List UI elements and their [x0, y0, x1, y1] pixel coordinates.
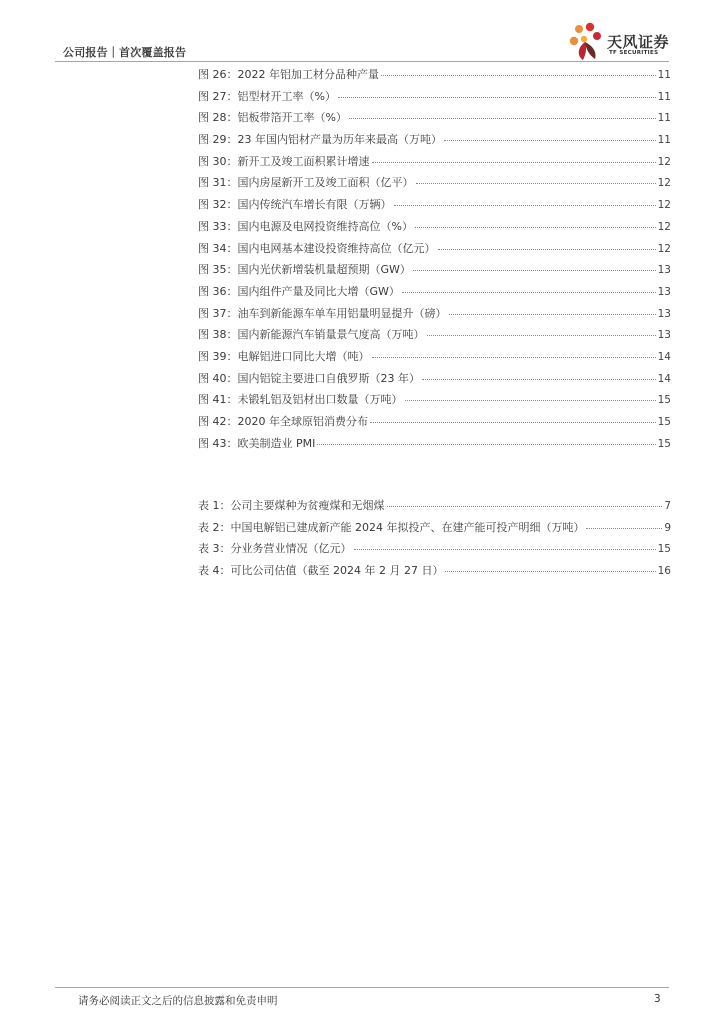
- toc-leader-dots: [394, 205, 656, 206]
- toc-entry-page: 13: [657, 264, 671, 277]
- toc-entry[interactable]: [198, 283, 671, 305]
- toc-leader-dots: [349, 118, 656, 119]
- toc-entry[interactable]: [198, 261, 671, 283]
- toc-entry-label: 表 3：分业务营业情况（亿元）: [198, 542, 352, 556]
- toc-entry-label: 图 28：铝板带箔开工率（%）: [198, 111, 347, 125]
- toc-leader-dots: [445, 571, 655, 572]
- toc-leader-dots: [586, 528, 662, 529]
- toc-entry-page: 12: [657, 220, 671, 233]
- toc-leader-dots: [387, 506, 663, 507]
- toc-entry[interactable]: [198, 519, 671, 541]
- toc-entry-label: 图 37：油车到新能源车单车用铝量明显提升（磅）: [198, 306, 447, 320]
- toc-leader-dots: [416, 183, 656, 184]
- toc-entry-label: 图 42：2020 年全球原铝消费分布: [198, 415, 368, 428]
- toc-entry[interactable]: [198, 153, 671, 175]
- toc-leader-dots: [413, 270, 656, 271]
- table-list: [198, 497, 671, 584]
- toc-entry[interactable]: [198, 240, 671, 262]
- toc-entry-page: 13: [657, 307, 671, 320]
- footer-divider: [55, 987, 669, 988]
- toc-entry-page: 15: [657, 416, 671, 428]
- toc-leader-dots: [372, 357, 656, 358]
- toc-entry[interactable]: [198, 66, 671, 88]
- page-number: 3: [654, 993, 661, 1005]
- toc-entry[interactable]: [198, 109, 671, 131]
- toc-entry-page: 15: [657, 437, 671, 450]
- toc-entry[interactable]: [198, 174, 671, 196]
- toc-entry[interactable]: [198, 305, 671, 327]
- toc-entry-page: 12: [657, 242, 671, 255]
- toc-leader-dots: [354, 549, 656, 550]
- toc-entry-page: 15: [657, 543, 671, 556]
- logo-english-name: TF SECURITIES: [609, 50, 659, 56]
- toc-entry-page: 9: [664, 521, 671, 534]
- toc-entry-page: 7: [664, 500, 671, 512]
- toc-entry-page: 12: [657, 199, 671, 212]
- toc-leader-dots: [338, 97, 656, 98]
- report-type-title: 公司报告｜首次覆盖报告: [63, 46, 187, 59]
- tf-securities-logo-icon: [569, 22, 605, 62]
- toc-entry[interactable]: [198, 562, 671, 584]
- toc-entry-page: 11: [657, 134, 671, 147]
- toc-entry[interactable]: [198, 413, 671, 435]
- toc-leader-dots: [415, 227, 656, 228]
- toc-entry[interactable]: [198, 131, 671, 153]
- toc-leader-dots: [444, 140, 656, 141]
- toc-entry[interactable]: [198, 218, 671, 240]
- toc-leader-dots: [405, 400, 656, 401]
- toc-entry-label: 图 32：国内传统汽车增长有限（万辆）: [198, 198, 392, 212]
- company-logo: [569, 22, 679, 62]
- toc-entry-page: 13: [657, 329, 671, 342]
- header-divider: [55, 61, 669, 62]
- toc-entry-page: 14: [657, 350, 671, 363]
- toc-entry-label: 图 33：国内电源及电网投资维持高位（%）: [198, 219, 413, 233]
- toc-entry-label: 图 43：欧美制造业 PMI: [198, 436, 316, 450]
- toc-entry-label: 图 35：国内光伏新增装机量超预期（GW）: [198, 263, 411, 277]
- toc-entry-label: 图 36：国内组件产量及同比大增（GW）: [198, 284, 400, 298]
- toc-entry[interactable]: [198, 391, 671, 413]
- toc-entry-label: 图 41：未锻轧铝及铝材出口数量（万吨）: [198, 393, 403, 407]
- toc-leader-dots: [438, 249, 656, 250]
- toc-leader-dots: [427, 335, 656, 336]
- toc-entry[interactable]: [198, 540, 671, 562]
- figure-list: [198, 66, 671, 456]
- toc-entry[interactable]: [198, 435, 671, 457]
- toc-entry-label: 图 30：新开工及竣工面积累计增速: [198, 154, 370, 168]
- toc-entry-label: 图 38：国内新能源汽车销量景气度高（万吨）: [198, 328, 425, 342]
- toc-entry-page: 16: [657, 565, 671, 578]
- toc-leader-dots: [370, 422, 656, 423]
- toc-entry-page: 11: [657, 69, 671, 81]
- toc-entry-page: 11: [657, 112, 671, 125]
- toc-entry-page: 15: [657, 394, 671, 407]
- toc-entry-page: 12: [657, 155, 671, 168]
- toc-entry[interactable]: [198, 88, 671, 110]
- toc-entry-page: 11: [657, 90, 671, 103]
- toc-entry[interactable]: [198, 497, 671, 519]
- toc-entry-label: 图 39：电解铝进口同比大增（吨）: [198, 349, 370, 363]
- toc-entry-label: 图 31：国内房屋新开工及竣工面积（亿平）: [198, 176, 414, 190]
- toc-entry-page: 12: [657, 177, 671, 190]
- toc-leader-dots: [402, 292, 656, 293]
- toc-entry[interactable]: [198, 196, 671, 218]
- toc-entry-label: 图 34：国内电网基本建设投资维持高位（亿元）: [198, 241, 436, 255]
- toc-entry-label: 表 2：中国电解铝已建成新产能 2024 年拟投产、在建产能可投产明细（万吨）: [198, 520, 585, 534]
- toc-entry-label: 图 27：铝型材开工率（%）: [198, 89, 336, 103]
- toc-entry-label: 表 4：可比公司估值（截至 2024 年 2 月 27 日）: [198, 564, 444, 578]
- toc-entry-page: 14: [657, 372, 671, 385]
- toc-entry[interactable]: [198, 370, 671, 392]
- toc-leader-dots: [372, 162, 656, 163]
- toc-entry[interactable]: [198, 348, 671, 370]
- toc-leader-dots: [422, 379, 656, 380]
- toc-entry-page: 13: [657, 285, 671, 298]
- toc-entry-label: 图 29：23 年国内铝材产量为历年来最高（万吨）: [198, 133, 442, 147]
- logo-chinese-name: 天风证券: [607, 33, 670, 51]
- toc-entry-label: 图 26：2022 年铝加工材分品种产量: [198, 68, 379, 81]
- toc-leader-dots: [317, 444, 655, 445]
- toc-leader-dots: [449, 314, 656, 315]
- toc-entry-label: 图 40：国内铝锭主要进口自俄罗斯（23 年）: [198, 371, 420, 385]
- toc-entry-label: 表 1：公司主要煤种为贫瘦煤和无烟煤: [198, 499, 385, 512]
- toc-entry[interactable]: [198, 326, 671, 348]
- toc-leader-dots: [381, 75, 656, 76]
- footer-disclaimer: 请务必阅读正文之后的信息披露和免责申明: [78, 995, 278, 1007]
